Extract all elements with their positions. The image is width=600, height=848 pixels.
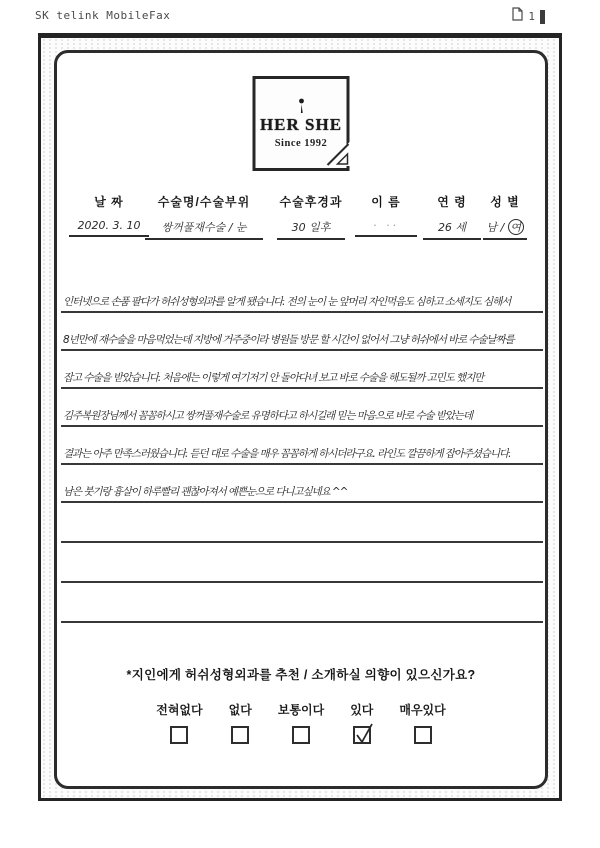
checkbox-unchecked xyxy=(292,726,310,744)
column-value: 30 일후 xyxy=(277,219,345,240)
checkbox-unchecked xyxy=(231,726,249,744)
survey-option-none-at-all xyxy=(156,701,202,744)
checkmark-icon xyxy=(353,718,379,751)
checkbox-checked xyxy=(353,726,371,744)
column-value-redacted: · ·· xyxy=(355,219,417,237)
fax-header xyxy=(0,0,600,30)
column-name xyxy=(355,193,417,237)
clinic-logo xyxy=(253,76,350,171)
form-border xyxy=(54,50,548,789)
option-label: 보통이다 xyxy=(277,703,325,717)
document-icon xyxy=(512,7,523,26)
handwritten-text: 인터넷으로 손품 팔다가 허쉬성형외과를 알게 됐습니다. 전의 눈이 눈 앞머리 자인먹음도 심하고 소세지도 심해서 xyxy=(63,296,511,308)
review-line xyxy=(61,351,543,389)
column-post-op xyxy=(277,193,345,240)
column-age xyxy=(423,193,481,240)
checkbox-unchecked xyxy=(414,726,432,744)
survey-option-neutral xyxy=(278,701,324,744)
fax-service-label: SK telink MobileFax xyxy=(35,9,171,22)
column-label: 연 령 xyxy=(437,195,467,209)
review-section xyxy=(61,275,543,623)
survey-option-no xyxy=(229,701,252,744)
review-line-empty xyxy=(61,543,543,583)
checkbox-unchecked xyxy=(170,726,188,744)
review-line xyxy=(61,465,543,503)
page-number: 1 xyxy=(528,10,535,23)
survey-option-yes xyxy=(350,701,373,744)
handwritten-text: 잡고 수술을 받았습니다. 처음에는 이렇게 여기저기 안 돌아다녀 보고 바로 수술을 해도될까 고민도 했지만 xyxy=(63,372,484,384)
patient-table xyxy=(57,193,545,253)
review-line-empty xyxy=(61,583,543,623)
column-value: 남 / 여 xyxy=(483,219,527,240)
survey-options xyxy=(57,701,545,744)
review-line xyxy=(61,275,543,313)
handwritten-text: 결과는 아주 만족스러웠습니다. 듣던 대로 수술을 매우 꼼꼼하게 하시더라구요. 라인도 깔끔하게 잡아주셨습니다. xyxy=(63,448,511,460)
column-gender xyxy=(483,193,527,240)
option-label: 전혀없다 xyxy=(156,703,203,717)
handwritten-text: 8년만에 재수술을 마음먹었는데 지방에 거주중이라 병원들 방문 할 시간이 없어서 그냥 허쉬에서 바로 수술날짜를 xyxy=(63,334,514,346)
scan-frame xyxy=(38,33,562,801)
column-surgery xyxy=(145,193,263,240)
column-label: 날 짜 xyxy=(94,195,124,209)
gender-circled-female: 여 xyxy=(508,219,524,235)
column-date xyxy=(69,193,149,237)
review-line xyxy=(61,427,543,465)
survey-option-very-much xyxy=(399,701,445,744)
handwritten-text: 남은 붓기랑 흉살이 하루빨리 괜찮아져서 예쁜눈으로 다니고싶네요 ^^ xyxy=(63,486,348,498)
option-label: 매우있다 xyxy=(399,703,446,717)
fax-page-indicator xyxy=(512,7,545,26)
column-value: 2020. 3. 10 xyxy=(69,219,149,237)
logo-brand: HER SHE xyxy=(259,115,343,134)
handwritten-text: 김주복원장님께서 꼼꼼하시고 쌍꺼풀재수술로 유명하다고 하시길래 믿는 마음으로 바로 수술 받았는데 xyxy=(63,410,472,422)
column-label: 수술명/수술부위 xyxy=(157,195,251,209)
column-label: 수술후경과 xyxy=(279,195,343,209)
column-label: 이 름 xyxy=(371,195,401,209)
column-label: 성 별 xyxy=(490,195,520,209)
column-value: 26 세 xyxy=(423,219,481,240)
review-line xyxy=(61,313,543,351)
option-label: 있다 xyxy=(350,703,374,717)
option-label: 없다 xyxy=(228,703,252,717)
review-line xyxy=(61,389,543,427)
column-value: 쌍꺼풀재수술 / 눈 xyxy=(145,219,263,240)
cursor-block-icon xyxy=(540,10,545,24)
logo-pin-icon xyxy=(296,98,306,114)
folded-corner-icon xyxy=(326,142,350,171)
review-line-empty xyxy=(61,503,543,543)
logo-since: Since 1992 xyxy=(274,138,328,149)
survey-question: *지인에게 허쉬성형외과를 추천 / 소개하실 의향이 있으신가요? xyxy=(126,668,476,682)
